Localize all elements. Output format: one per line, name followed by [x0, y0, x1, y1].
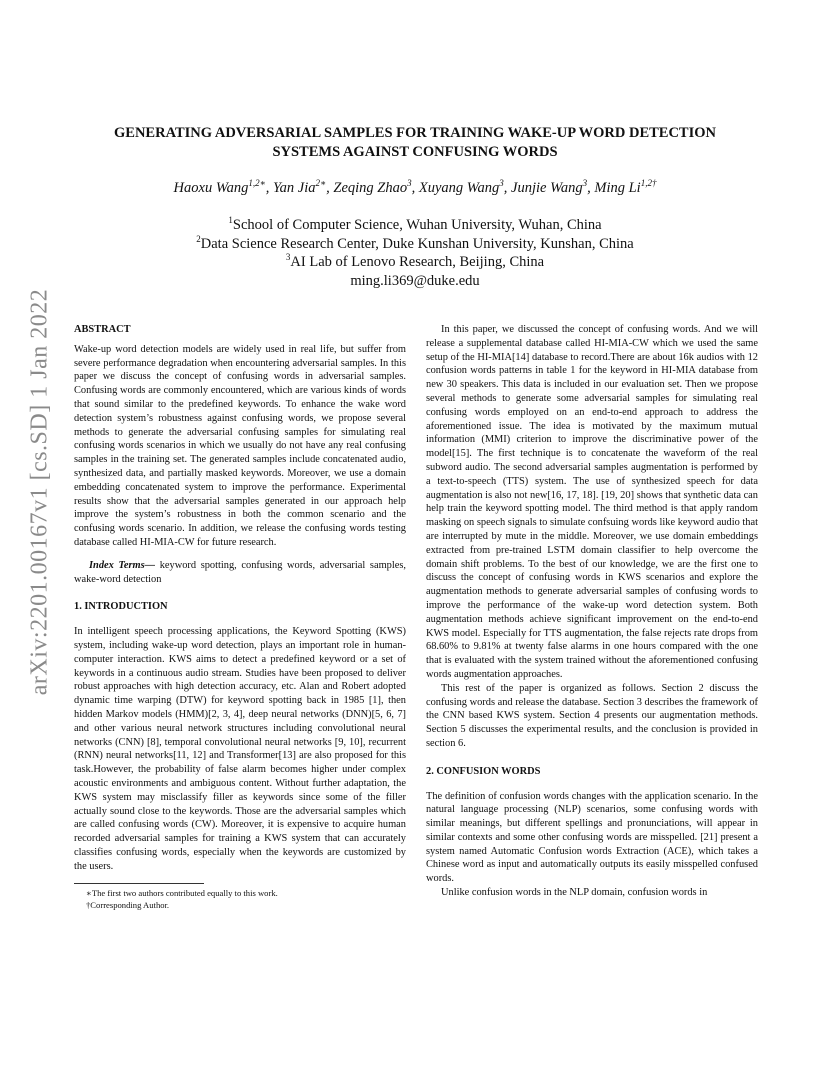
title-line-2: SYSTEMS AGAINST CONFUSING WORDS [272, 144, 558, 160]
affiliation-mark: 2 [196, 233, 201, 244]
author-separator: , [587, 180, 595, 196]
affiliation-mark: 3 [285, 252, 291, 263]
introduction-paragraph-3: This rest of the paper is organized as follows. Section 2 discuss the confusing words and release the database. Section 3 describes the framework of the CNN based KWS system. Section 4 presents our augmentation methods. Section 5 discusses the experimental results, and the conclusion is provided in section 6. [426, 682, 758, 749]
section-heading-introduction: 1. INTRODUCTION [74, 601, 168, 613]
title-line-1: GENERATING ADVERSARIAL SAMPLES FOR TRAINING WAKE-UP WORD DETECTION [114, 125, 716, 141]
arxiv-identifier-text: arXiv:2201.00167v1 [cs.SD] 1 Jan 2022 [26, 288, 53, 696]
author-name: Junjie Wang [511, 180, 583, 196]
right-column [426, 323, 758, 900]
section-heading-confusion-words: 2. CONFUSION WORDS [426, 765, 541, 777]
index-terms [74, 559, 406, 587]
author-separator: , [503, 180, 512, 196]
author-name: Yan Jia [272, 180, 316, 196]
confusion-words-paragraph-2: Unlike confusion words in the NLP domain, confusion words in [441, 887, 708, 899]
footnote-equal-contribution: ∗The first two authors contributed equally to this work. [86, 888, 278, 899]
author-affiliation-mark: 3 [407, 178, 412, 189]
footnote-rule [74, 883, 204, 884]
author-name: Haoxu Wang [173, 180, 249, 196]
introduction-paragraph: In intelligent speech processing applications, the Keyword Spotting (KWS) system, including wake-up word detection, plays an important role in human-computer interaction. KWS aims to detect a predefined keyword or a set of keywords in a continuous audio stream. Studies have been proposed to deliver robust approaches with high detection accuracy, etc. Alan and Robert adopted dynamic time warping (DTW) for keyword spotting back in 1985 [1], then hidden Markov models (HMM)[2, 3, 4], deep neural networks (DNN)[5, 6, 7] and other various neural network structures including convolutional neural networks (CNN) [8], temporal convolutional neural networks [9, 10], recurrent (RNN) neural networks[11, 12] and Transformer[13] are also proposed for this task.However, the probability of false alarm becomes higher under complex acoustic environments and ambiguous content. Without further adaptation, the KWS system may misclassify filler as keywords since some of the filler actually sound close to the keywords. Those are the adversarial samples which are called confusing words (CW). Moreover, it is expensive to acquire human recorded adversarial samples for training a KWS system that can accurately classifies confusing words, especially when the keywords are customized by the users. [74, 626, 406, 872]
author-affiliation-mark: 3 [582, 178, 588, 189]
author-affiliation-mark: 1,2† [640, 178, 657, 189]
index-terms-label: Index Terms— [89, 559, 156, 571]
footnote-corresponding-author: †Corresponding Author. [86, 899, 170, 910]
arxiv-identifier [22, 288, 58, 696]
author-separator: , [326, 180, 334, 196]
affiliation-text: School of Computer Science, Wuhan University, Wuhan, China [232, 217, 602, 233]
author-list [70, 180, 760, 197]
abstract-heading: ABSTRACT [74, 324, 131, 335]
abstract-text: Wake-up word detection models are widely used in real life, but suffer from severe performance degradation when encountering adversarial samples. In this paper we discuss the concept of confusing words in adversarial samples. Confusing words are commonly encountered, which are various kinds of words that sound similar to the predefined keywords. To enhance the wake word detection system’s robustness against confusing words, we propose several methods to generate the adversarial confusing samples for simulating real confusing words scenarios in which we usually do not have any real confusing samples in the training set. The generated samples include concatenated audio, synthesized data, and partially masked keywords. Moreover, we use a domain embedding concatenated system to improve the performance. Experimental results show that the adversarial samples generated in our approach help improve the system’s robustness in both the common scenario and the confusing words scenario. In addition, we release the confusing words testing database called HI-MIA-CW for future research. [74, 343, 406, 548]
affiliation-text: AI Lab of Lenovo Research, Beijing, China [290, 254, 545, 270]
confusion-words-paragraph-1: The definition of confusion words changes with the application scenario. In the natural language processing (NLP) scenarios, some confusing words with similar meanings, but different spellings and pronunciations, will appear in similar contexts and some other confusing words are misspelled. [21] present a system named Automatic Confusion words Extraction (ACE), which takes a Chinese word as input and automatically outputs its easily misspelled confused words. [426, 790, 758, 885]
author-name: Xuyang Wang [418, 180, 500, 196]
affiliation [70, 235, 760, 254]
paper-title [70, 124, 760, 162]
affiliation-mark: 1 [228, 215, 233, 226]
contact-email: ming.li369@duke.edu [350, 272, 480, 289]
affiliation [70, 216, 760, 235]
author-separator: , [411, 180, 419, 196]
left-column [74, 323, 406, 911]
affiliation-text: Data Science Research Center, Duke Kunshan University, Kunshan, China [200, 235, 634, 252]
author-affiliation-mark: 2∗ [315, 178, 327, 189]
author-separator: , [265, 180, 273, 196]
introduction-paragraph-2: In this paper, we discussed the concept of confusing words. And we will release a supplemental database called HI-MIA-CW which we used the same setup of the HI-MIA[14] database to record.There are about 16k audios with 12 confusion words patterns in table 1 for the keyword in HI-MIA database from new 30 speakers. This data is included in our evaluation set. Then we propose several methods to generate some adversarial samples for simulating real confusing words employed on an end-to-end approach to address the aforementioned issue. The idea is motivated by the maximum mutual information (MMI) criterion to improve the discriminative power of the model[15]. The first technique is to concatenate the waveform of the real subword audio. The second adversarial samples augmentation is performed by a text-to-speech (TTS) system. The use of synthesized speech for data augmentation is also not new[16, 17, 18]. [19, 20] shows that synthetic data can help train the keyword spotting model. The third method is that apply random masking on speech signals to simulate confsuing words like keyword audio that are interrupted by mute in the middle. Moreover, we use domain embeddings extracted from pre-trained LSTM domain classifier to help overcome the domain shift problems. To the best of our knowledge, we are the first one to discuss the concept of confusing words in KWS scenarios and explore the augmentation methods to generate adversarial samples of confusing words to improve the performance of the wake-up word detection system. Both augmentation methods achieve significant improvement on the end-to-end KWS model. Especially for TTS augmentation, the false rejects rate drops from 68.60% to 9.81% at twenty false alarms in one hours compared with the one that is evaluated with the system trained without the aforementioned confusing words augmentation approaches. [426, 324, 758, 680]
author-name: Ming Li [594, 180, 641, 196]
affiliation [70, 253, 760, 272]
author-name: Zeqing Zhao [333, 180, 408, 196]
author-affiliation-mark: 3 [499, 178, 504, 189]
index-terms-text: keyword spotting, confusing words, adversarial samples, wake-word detection [74, 559, 406, 585]
author-affiliation-mark: 1,2∗ [248, 178, 266, 189]
affiliations [70, 216, 760, 290]
